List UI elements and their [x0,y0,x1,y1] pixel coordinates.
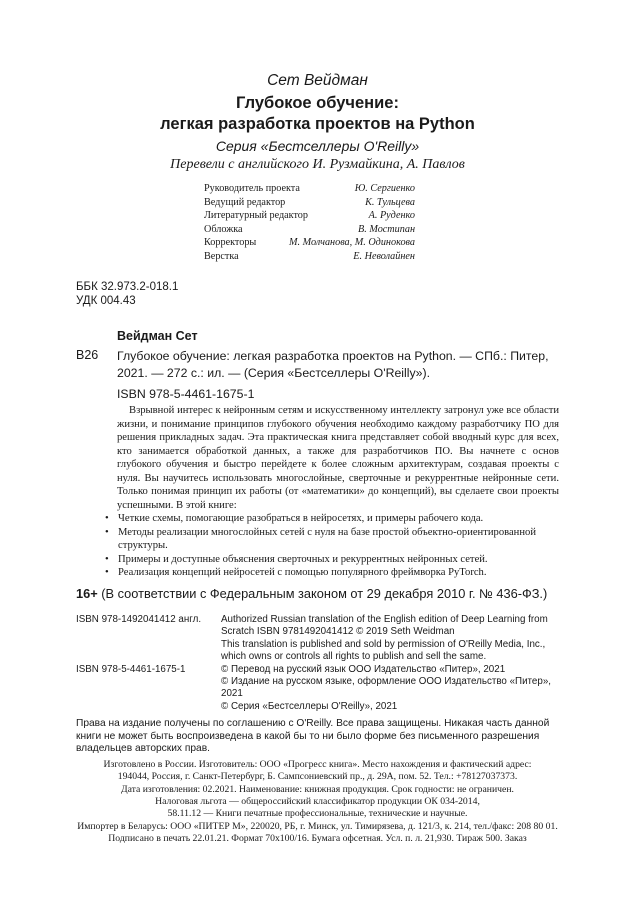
credit-row [204,183,415,197]
list-item-text: Реализация концепций нейросетей с помощью популярного фреймворка PyTorch. [118,567,487,578]
copyright-notes [221,664,566,714]
copyright-line: © Издание на русском языке, оформление ООО Издательство «Питер», 2021 [221,676,551,700]
credit-role: Верстка [204,250,239,262]
colophon-line: 194044, Россия, г. Санкт-Петербург, Б. Сампсониевский пр., д. 29А, пом. 52. Тел.: +78127037373. [117,771,518,783]
rights-notice: Права на издание получены по соглашению с O'Reilly. Все права защищены. Никакая часть данной книги не может быть воспроизведена в какой бы то ни было форме без письменного разрешения владельцев авторских прав. [76,718,550,755]
credit-row [204,224,415,238]
abstract [117,404,559,512]
isbn-entry [76,614,566,664]
list-item [105,553,559,567]
bullet-marker: • [105,526,109,538]
list-item-text: Методы реализации многослойных сетей с нуля на базе простой объектно-ориентированной структуры. [118,526,536,551]
credit-name: М. Молчанова, М. Одинокова [289,237,415,249]
classification-codes [76,280,178,308]
book-series: Серия «Бестселлеры O'Reilly» [215,138,420,154]
abstract-text: Взрывной интерес к нейронным сетям и искусственному интеллекту затронул уже все области жизни, и понимание принципов глубокого обучения необходимо каждому разработчику ПО для решения прикладных задач. Эта практическая книга представляет собой вводный курс для всех, кто занимается обработкой данных, а также для разработчиков ПО. Вы начнете с основ глубокого обучения и быстро перейдете к более сложным архитектурам, создавая проекты с нуля. Вы научитесь использовать многослойные, сверточные и рекуррентные нейронные сети. Только понимая принцип их работы (от «математики» до концепций), вы сделаете свои проекты успешными. В этой книге: [117,405,559,511]
list-item-text: Примеры и доступные объяснения сверточных и рекуррентных нейронных сетей. [118,553,488,565]
isbn-copyright-block [76,614,566,713]
copyright-line: Authorized Russian translation of the English edition of Deep Learning from Scratch ISBN 9781492041412 © 2019 Seth Weidman [221,614,548,638]
udk-code: УДК 004.43 [76,295,136,307]
colophon-line: Импортер в Беларусь: ООО «ПИТЕР М», 220020, РБ, г. Минск, ул. Тимирязева, д. 121/3, к. 214, тел./факс: 208 80 01. [77,820,558,832]
credit-row [204,251,415,265]
book-author: Сет Вейдман [267,72,368,89]
colophon-line: Подписано в печать 22.01.21. Формат 70х100/16. Бумага офсетная. Усл. п. л. 21,930. Тираж 500. Заказ [108,833,527,845]
credit-name: Ю. Сергиенко [354,183,415,194]
list-item [105,526,559,553]
copyright-line: © Перевод на русский язык ООО Издательство «Питер», 2021 [221,663,506,675]
list-item-text: Четкие схемы, помогающие разобраться в нейросетях, и примеры рабочего кода. [118,513,484,524]
feature-list [105,512,559,580]
credits-list [204,183,415,265]
credit-name: К. Тульцева [365,196,415,208]
bullet-marker: • [105,567,109,578]
colophon-line: Налоговая льгота — общероссийский классификатор продукции ОК 034-2014, [155,796,480,808]
isbn-main: ISBN 978-5-4461-1675-1 [117,387,255,401]
book-title-line-1: Глубокое обучение: [236,94,399,112]
credit-row [204,210,415,224]
list-item [105,566,559,580]
credit-name: В. Мостипан [358,223,415,235]
copyright-notes [221,614,566,664]
age-rating-line [76,586,547,601]
author-mark: В26 [76,348,99,362]
colophon [40,759,595,845]
credit-role: Ведущий редактор [204,196,286,208]
credit-role: Литературный редактор [204,210,308,222]
isbn-entry [76,664,566,714]
credit-name: А. Руденко [368,210,415,222]
catalog-heading-author: Вейдман Сет [117,329,198,343]
copyright-line: This translation is published and sold by permission of O'Reilly Media, Inc., which owns or controls all rights to publish and sell the same. [221,638,546,663]
credit-role: Корректоры [204,237,257,249]
credit-role: Обложка [204,223,243,235]
colophon-line: 58.11.12 — Книги печатные профессиональные, технические и научные. [167,808,468,820]
list-item [105,512,559,526]
colophon-line: Дата изготовления: 02.2021. Наименование: книжная продукция. Срок годности: не ограничен. [121,783,514,795]
colophon-line: Изготовлено в России. Изготовитель: ООО «Прогресс книга». Место нахождения и фактический адрес: [103,759,532,770]
book-title-line-2: легкая разработка проектов на Python [160,115,475,133]
credit-name: Е. Неволайнен [353,250,415,262]
credit-role: Руководитель проекта [204,183,300,194]
bullet-marker: • [105,513,109,524]
isbn-number: ISBN 978-5-4461-1675-1 [76,663,186,675]
age-rating: 16+ [76,586,98,601]
credit-row [204,197,415,211]
isbn-number: ISBN 978-1492041412 англ. [76,614,202,625]
translators: Перевели с английского И. Рузмайкина, А. Павлов [170,157,465,172]
copyright-line: © Серия «Бестселлеры O'Reilly», 2021 [221,700,398,712]
bbk-code: ББК 32.973.2-018.1 [76,281,179,293]
bullet-marker: • [105,553,109,565]
bibliographic-description: Глубокое обучение: легкая разработка проектов на Python. — СПб.: Питер, 2021. — 272 с.: ил. — (Серия «Бестселлеры O'Reilly»). [117,349,549,380]
age-rating-law: (В соответствии с Федеральным законом от 29 декабря 2010 г. № 436-ФЗ.) [101,586,548,601]
credit-row [204,237,415,251]
